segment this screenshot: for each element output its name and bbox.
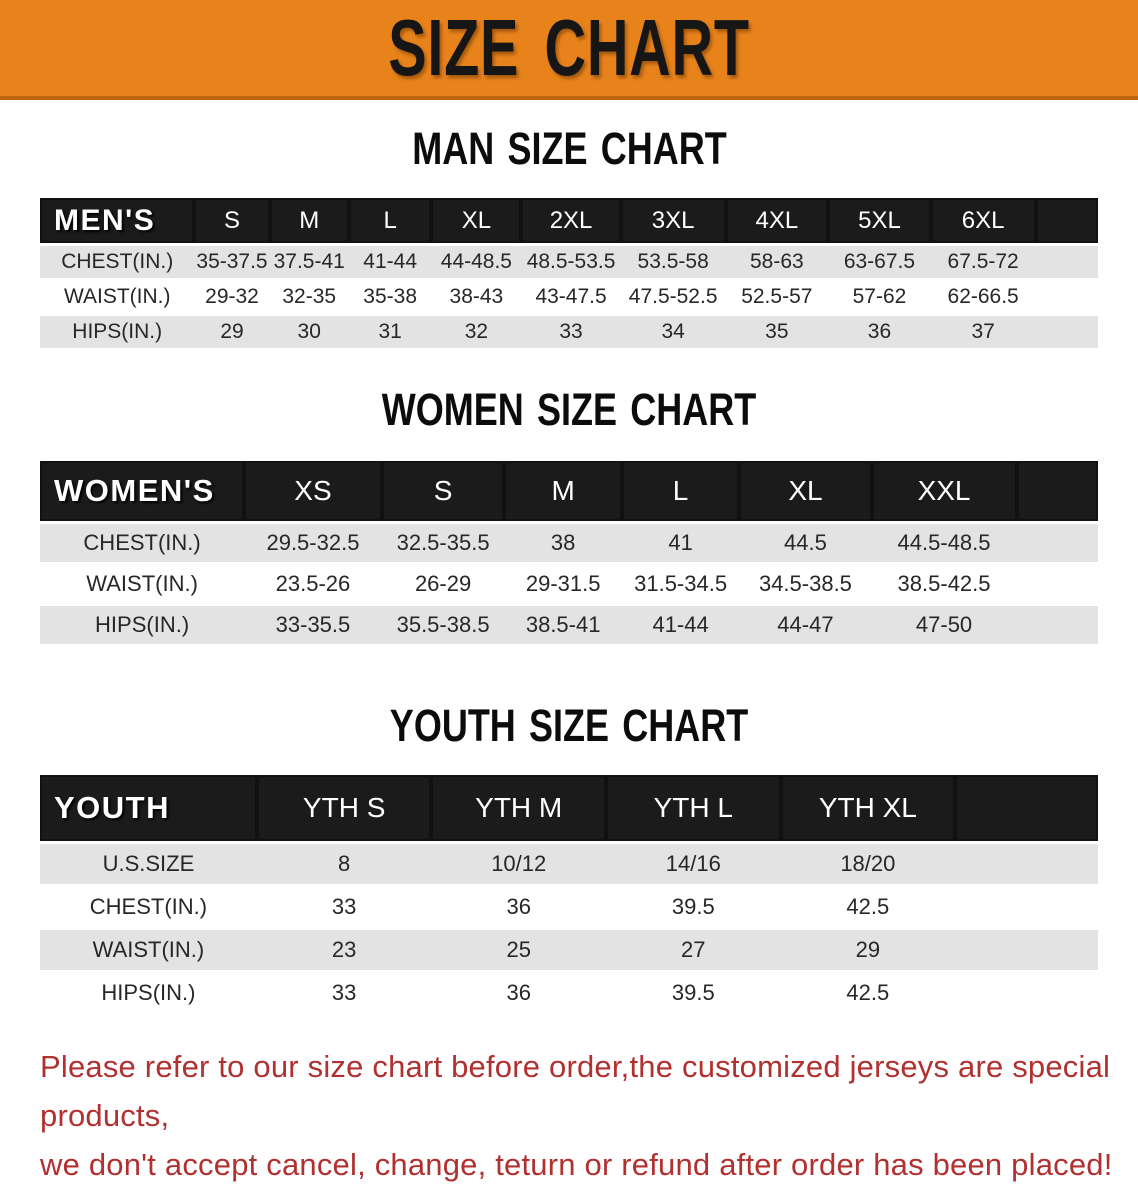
men-heading-text: MAN SIZE CHART (411, 123, 727, 174)
measure-value: 41-44 (349, 246, 432, 278)
women-corner-label: WOMEN'S (40, 461, 244, 521)
measure-value: 32-35 (270, 281, 349, 313)
measure-value: 35-37.5 (194, 246, 269, 278)
women-column-header-s: S (382, 461, 505, 521)
measure-label: HIPS(IN.) (40, 606, 244, 644)
measure-value: 38-43 (431, 281, 521, 313)
measure-label: U.S.SIZE (40, 844, 257, 884)
measure-value: 37.5-41 (270, 246, 349, 278)
women-column-header-l: L (622, 461, 739, 521)
measure-value: 52.5-57 (726, 281, 829, 313)
measure-label: WAIST(IN.) (40, 565, 244, 603)
page-title (318, 3, 820, 92)
measure-label: HIPS(IN.) (40, 973, 257, 1013)
measure-label: CHEST(IN.) (40, 887, 257, 927)
measure-label: CHEST(IN.) (40, 524, 244, 562)
men-row-hipsin (40, 316, 1098, 348)
measure-value: 44.5-48.5 (872, 524, 1017, 562)
measure-value: 33-35.5 (244, 606, 382, 644)
women-heading (0, 384, 1138, 435)
measure-value: 38 (504, 524, 621, 562)
women-column-header-xl: XL (739, 461, 871, 521)
measure-value: 29-32 (194, 281, 269, 313)
measure-value: 33 (257, 973, 432, 1013)
measure-value: 23.5-26 (244, 565, 382, 603)
youth-column-header-yth-s: YTH S (257, 775, 432, 841)
men-column-header-5xl: 5XL (828, 198, 931, 243)
women-header-row (40, 461, 1098, 521)
spacer-cell (1017, 606, 1099, 644)
page-title-text: SIZE CHART (388, 3, 750, 92)
measure-value: 29-31.5 (504, 565, 621, 603)
women-heading-text: WOMEN SIZE CHART (381, 384, 757, 435)
measure-value: 35.5-38.5 (382, 606, 505, 644)
men-column-header-s: S (194, 198, 269, 243)
spacer-cell (1036, 198, 1099, 243)
measure-value: 31.5-34.5 (622, 565, 739, 603)
disclaimer-line-1: Please refer to our size chart before order,the customized jerseys are special products, (40, 1049, 1111, 1133)
measure-value: 57-62 (828, 281, 931, 313)
spacer-cell (955, 973, 1098, 1013)
women-column-header-xxl: XXL (872, 461, 1017, 521)
measure-value: 35 (726, 316, 829, 348)
measure-value: 38.5-41 (504, 606, 621, 644)
measure-value: 53.5-58 (621, 246, 726, 278)
men-column-header-3xl: 3XL (621, 198, 726, 243)
spacer-cell (1036, 281, 1099, 313)
spacer-cell (1017, 524, 1099, 562)
measure-value: 36 (431, 887, 606, 927)
women-row-waistin (40, 565, 1098, 603)
measure-value: 33 (257, 887, 432, 927)
measure-label: HIPS(IN.) (40, 316, 194, 348)
measure-value: 8 (257, 844, 432, 884)
measure-value: 41-44 (622, 606, 739, 644)
measure-value: 33 (521, 316, 620, 348)
youth-row-ussize (40, 844, 1098, 884)
measure-value: 26-29 (382, 565, 505, 603)
measure-value: 42.5 (781, 973, 956, 1013)
measure-value: 44-47 (739, 606, 871, 644)
measure-value: 47.5-52.5 (621, 281, 726, 313)
measure-value: 48.5-53.5 (521, 246, 620, 278)
youth-column-header-yth-m: YTH M (431, 775, 606, 841)
youth-heading (0, 700, 1138, 751)
size-chart-sections (0, 123, 1138, 1016)
measure-value: 29.5-32.5 (244, 524, 382, 562)
measure-value: 14/16 (606, 844, 781, 884)
measure-value: 10/12 (431, 844, 606, 884)
youth-column-header-yth-l: YTH L (606, 775, 781, 841)
measure-value: 23 (257, 930, 432, 970)
measure-value: 37 (931, 316, 1036, 348)
spacer-cell (955, 775, 1098, 841)
youth-row-hipsin (40, 973, 1098, 1013)
youth-column-header-yth-xl: YTH XL (781, 775, 956, 841)
men-column-header-l: L (349, 198, 432, 243)
men-heading (0, 123, 1138, 174)
measure-value: 38.5-42.5 (872, 565, 1017, 603)
youth-row-waistin (40, 930, 1098, 970)
men-row-waistin (40, 281, 1098, 313)
disclaimer-line-2: we don't accept cancel, change, teturn or refund after order has been placed! (40, 1147, 1113, 1182)
measure-label: WAIST(IN.) (40, 281, 194, 313)
measure-value: 44-48.5 (431, 246, 521, 278)
men-row-chestin (40, 246, 1098, 278)
youth-size-table (40, 772, 1098, 1016)
spacer-cell (955, 887, 1098, 927)
section-youth (0, 700, 1138, 1016)
measure-value: 30 (270, 316, 349, 348)
measure-label: WAIST(IN.) (40, 930, 257, 970)
measure-value: 36 (431, 973, 606, 1013)
women-row-chestin (40, 524, 1098, 562)
spacer-cell (1036, 246, 1099, 278)
women-size-table (40, 458, 1098, 647)
measure-value: 36 (828, 316, 931, 348)
men-header-row (40, 198, 1098, 243)
women-row-hipsin (40, 606, 1098, 644)
spacer-cell (1017, 565, 1099, 603)
youth-corner-label: YOUTH (40, 775, 257, 841)
men-column-header-6xl: 6XL (931, 198, 1036, 243)
measure-value: 47-50 (872, 606, 1017, 644)
measure-value: 42.5 (781, 887, 956, 927)
spacer-cell (955, 844, 1098, 884)
measure-value: 31 (349, 316, 432, 348)
men-column-header-m: M (270, 198, 349, 243)
men-corner-label: MEN'S (40, 198, 194, 243)
measure-value: 58-63 (726, 246, 829, 278)
measure-value: 39.5 (606, 973, 781, 1013)
measure-value: 27 (606, 930, 781, 970)
measure-value: 62-66.5 (931, 281, 1036, 313)
measure-value: 32.5-35.5 (382, 524, 505, 562)
measure-value: 41 (622, 524, 739, 562)
banner (0, 0, 1138, 100)
youth-row-chestin (40, 887, 1098, 927)
measure-value: 43-47.5 (521, 281, 620, 313)
women-column-header-xs: XS (244, 461, 382, 521)
section-women (0, 384, 1138, 647)
men-column-header-xl: XL (431, 198, 521, 243)
spacer-cell (1036, 316, 1099, 348)
measure-value: 29 (194, 316, 269, 348)
spacer-cell (955, 930, 1098, 970)
measure-value: 35-38 (349, 281, 432, 313)
measure-value: 34.5-38.5 (739, 565, 871, 603)
measure-value: 39.5 (606, 887, 781, 927)
youth-heading-text: YOUTH SIZE CHART (389, 700, 749, 751)
measure-value: 25 (431, 930, 606, 970)
measure-label: CHEST(IN.) (40, 246, 194, 278)
measure-value: 29 (781, 930, 956, 970)
measure-value: 44.5 (739, 524, 871, 562)
women-column-header-m: M (504, 461, 621, 521)
section-men (0, 123, 1138, 351)
measure-value: 67.5-72 (931, 246, 1036, 278)
men-column-header-2xl: 2XL (521, 198, 620, 243)
youth-header-row (40, 775, 1098, 841)
men-size-table (40, 195, 1098, 351)
measure-value: 32 (431, 316, 521, 348)
measure-value: 63-67.5 (828, 246, 931, 278)
measure-value: 18/20 (781, 844, 956, 884)
disclaimer (0, 1042, 1138, 1189)
spacer-cell (1017, 461, 1099, 521)
measure-value: 34 (621, 316, 726, 348)
men-column-header-4xl: 4XL (726, 198, 829, 243)
